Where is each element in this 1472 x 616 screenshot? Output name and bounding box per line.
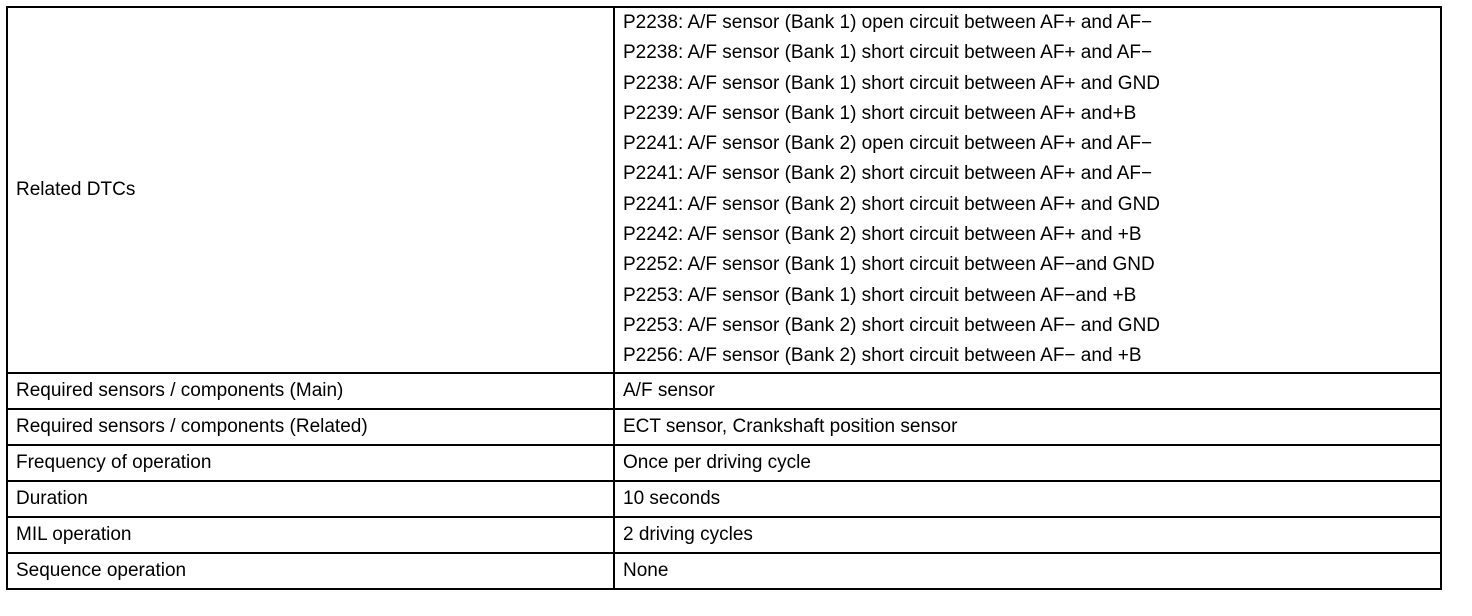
dtc-item: P2238: A/F sensor (Bank 1) short circuit between AF+ and GND xyxy=(623,72,1161,94)
dtc-item: P2253: A/F sensor (Bank 2) short circuit between AF− and GND xyxy=(623,314,1161,336)
table-row xyxy=(7,553,1441,589)
table-row xyxy=(7,481,1441,517)
dtc-item: P2256: A/F sensor (Bank 2) short circuit between AF− and +B xyxy=(623,345,1142,367)
dtc-item: P2242: A/F sensor (Bank 2) short circuit between AF+ and +B xyxy=(623,224,1142,246)
dtc-item: P2241: A/F sensor (Bank 2) short circuit between AF+ and AF− xyxy=(623,163,1153,185)
dtc-item: P2241: A/F sensor (Bank 2) short circuit between AF+ and GND xyxy=(623,193,1161,215)
row-value: Once per driving cycle xyxy=(614,445,1441,481)
dtc-item: P2253: A/F sensor (Bank 1) short circuit between AF−and +B xyxy=(623,284,1137,306)
row-value: None xyxy=(614,553,1441,589)
row-value: ECT sensor, Crankshaft position sensor xyxy=(614,409,1441,445)
dtc-item: P2238: A/F sensor (Bank 1) short circuit between AF+ and AF− xyxy=(623,42,1153,64)
row-label: Required sensors / components (Related) xyxy=(7,409,614,445)
spec-table xyxy=(6,6,1442,590)
dtc-item: P2241: A/F sensor (Bank 2) open circuit between AF+ and AF− xyxy=(623,133,1153,155)
dtc-list xyxy=(614,7,1441,373)
row-label: Frequency of operation xyxy=(7,445,614,481)
dtc-item: P2239: A/F sensor (Bank 1) short circuit between AF+ and+B xyxy=(623,102,1137,124)
table-row xyxy=(7,373,1441,409)
row-label: Duration xyxy=(7,481,614,517)
table-row xyxy=(7,517,1441,553)
row-value: 10 seconds xyxy=(614,481,1441,517)
table-row-related-dtcs xyxy=(7,7,1441,373)
row-value: 2 driving cycles xyxy=(614,517,1441,553)
dtc-item: P2252: A/F sensor (Bank 1) short circuit between AF−and GND xyxy=(623,254,1155,276)
row-label: MIL operation xyxy=(7,517,614,553)
row-label: Required sensors / components (Main) xyxy=(7,373,614,409)
row-label: Sequence operation xyxy=(7,553,614,589)
row-label: Related DTCs xyxy=(7,7,614,373)
row-value: A/F sensor xyxy=(614,373,1441,409)
dtc-item: P2238: A/F sensor (Bank 1) open circuit between AF+ and AF− xyxy=(623,12,1153,33)
table-row xyxy=(7,445,1441,481)
table-row xyxy=(7,409,1441,445)
